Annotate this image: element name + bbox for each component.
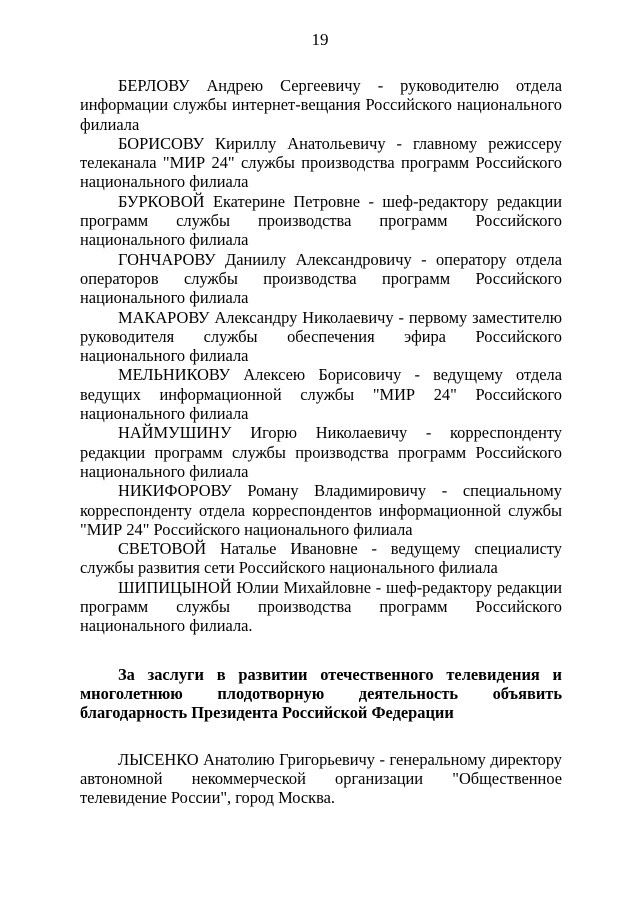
award-entry: БЕРЛОВУ Андрею Сергеевичу - руководителю отдела информации службы интернет-вещания Российского национального филиала — [80, 76, 562, 134]
section-spacer — [80, 723, 562, 750]
award-entry: МЕЛЬНИКОВУ Алексею Борисовичу - ведущему отдела ведущих информационной службы "МИР 24" Российского национального филиала — [80, 365, 562, 424]
award-entry: БУРКОВОЙ Екатерине Петровне - шеф-редактору редакции программ службы производства программ Российского национального филиала — [80, 191, 562, 250]
award-entry: НИКИФОРОВУ Роману Владимировичу - специальному корреспонденту отдела корреспондентов информационной службы "МИР 24" Российского национального филиала — [80, 481, 562, 539]
award-entry: ГОНЧАРОВУ Даниилу Александровичу - оператору отдела операторов службы производства программ Российского национального филиала — [80, 249, 562, 308]
award-entry: СВЕТОВОЙ Наталье Ивановне - ведущему специалисту службы развития сети Российского национального филиала — [80, 539, 562, 578]
document-body — [80, 76, 562, 807]
award-entry: ШИПИЦЫНОЙ Юлии Михайловне - шеф-редактору редакции программ службы производства программ Российского национального филиала. — [80, 577, 562, 636]
award-entry: НАЙМУШИНУ Игорю Николаевичу - корреспонденту редакции программ службы производства программ Российского национального филиала — [80, 423, 562, 481]
page-number: 19 — [311, 30, 329, 49]
section-heading: За заслуги в развитии отечественного телевидения и многолетнюю плодотворную деятельность объявить благодарность Президента Российской Федерации — [80, 664, 562, 723]
award-entry: МАКАРОВУ Александру Николаевичу - первому заместителю руководителя службы обеспечения эфира Российского национального филиала — [80, 307, 562, 366]
award-entry: БОРИСОВУ Кириллу Анатольевичу - главному режиссеру телеканала "МИР 24" службы производства программ Российского национального филиала — [80, 133, 562, 192]
award-entry: ЛЫСЕНКО Анатолию Григорьевичу - генеральному директору автономной некоммерческой организации "Общественное телевидение России", город Москва. — [80, 749, 562, 808]
